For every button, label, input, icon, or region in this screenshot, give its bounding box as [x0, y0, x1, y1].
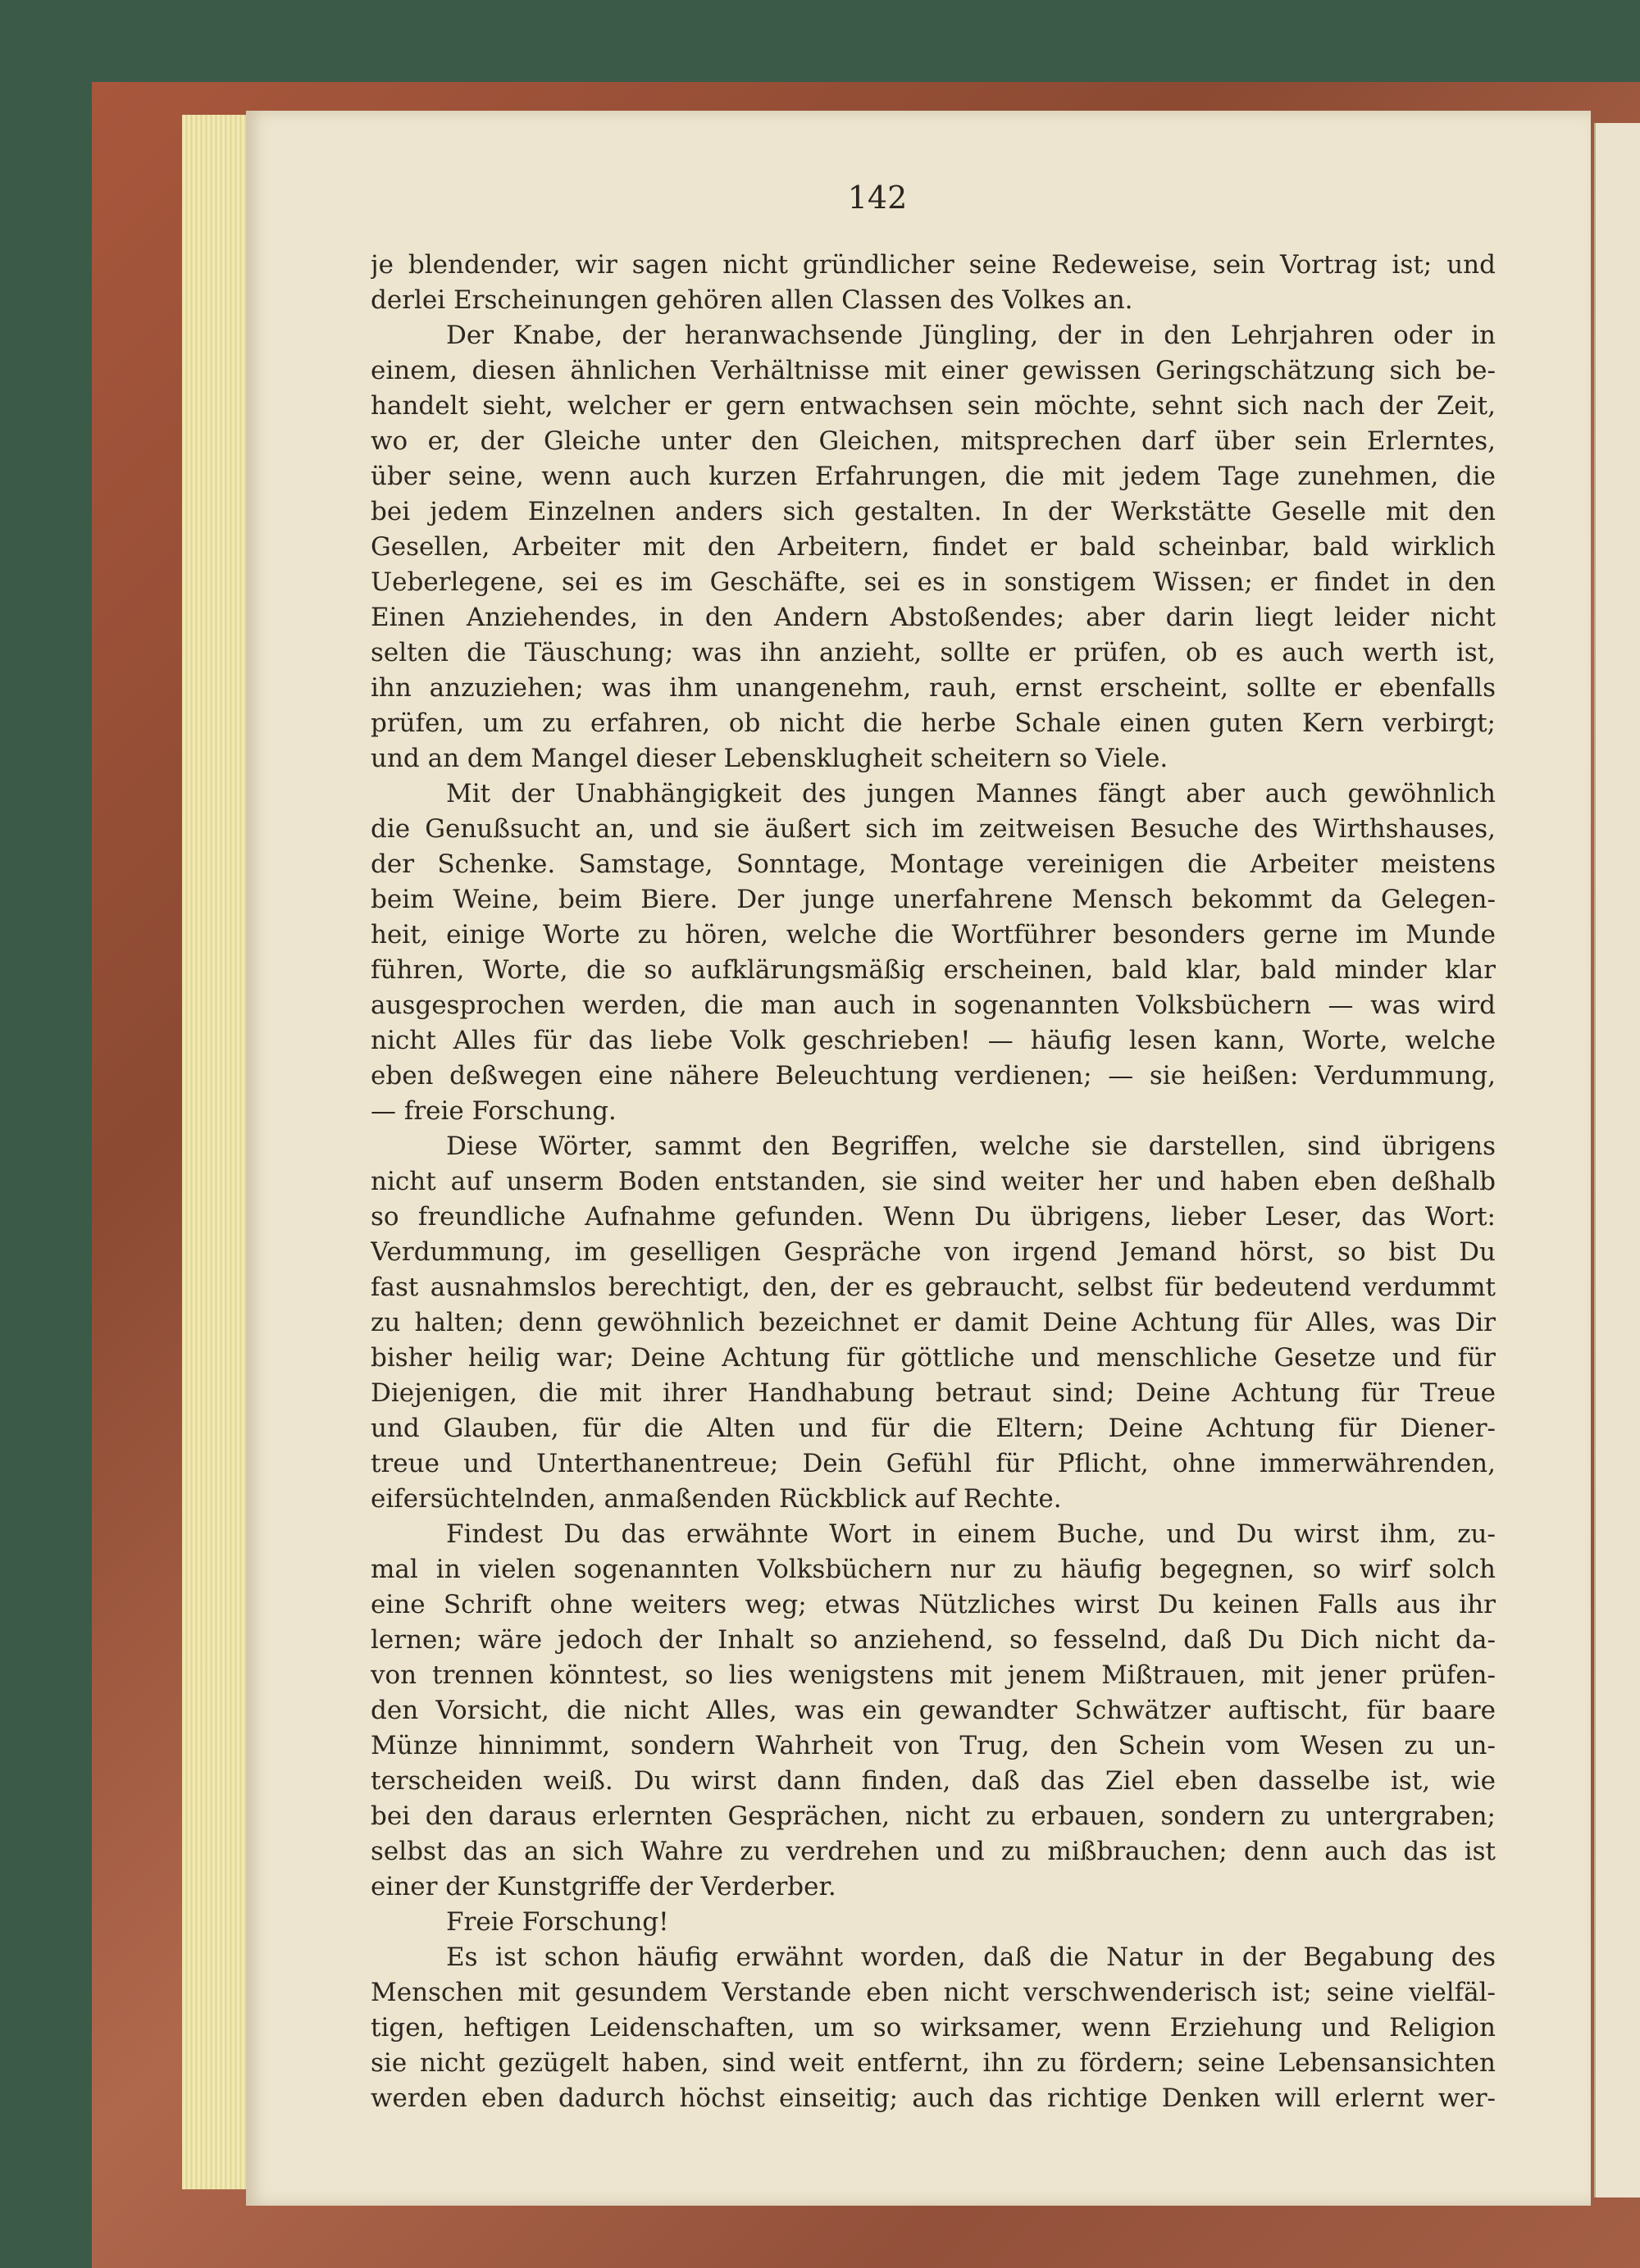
- text-line: Verdummung, im geselligen Gespräche von irgend Jemand hörst, so bist Du: [371, 1237, 1496, 1267]
- text-line: Freie Forschung!: [446, 1907, 669, 1937]
- text-line: Gesellen, Arbeiter mit den Arbeitern, findet er bald scheinbar, bald wirklich: [371, 532, 1496, 562]
- text-line: der Schenke. Samstage, Sonntage, Montage vereinigen die Arbeiter meistens: [371, 849, 1496, 879]
- text-line: zu halten; denn gewöhnlich bezeichnet er damit Deine Achtung für Alles, was Dir: [371, 1308, 1496, 1337]
- text-line: Einen Anziehendes, in den Andern Abstoßendes; aber darin liegt leider nicht: [371, 603, 1496, 632]
- text-line: bisher heilig war; Deine Achtung für göttliche und menschliche Gesetze und für: [371, 1343, 1496, 1373]
- text-line: über seine, wenn auch kurzen Erfahrungen, die mit jedem Tage zunehmen, die: [371, 462, 1496, 491]
- text-line: eben deßwegen eine nähere Beleuchtung verdienen; — sie heißen: Verdummung,: [371, 1061, 1496, 1091]
- text-line: werden eben dadurch höchst einseitig; auch das richtige Denken will erlernt wer-: [371, 2084, 1496, 2113]
- text-line: fast ausnahmslos berechtigt, den, der es gebraucht, selbst für bedeutend verdummt: [371, 1273, 1496, 1302]
- text-line: sie nicht gezügelt haben, sind weit entfernt, ihn zu fördern; seine Lebensansichten: [371, 2048, 1496, 2078]
- text-line: so freundliche Aufnahme gefunden. Wenn Du übrigens, lieber Leser, das Wort:: [371, 1202, 1496, 1232]
- body-text: [371, 248, 1496, 2116]
- text-line: prüfen, um zu erfahren, ob nicht die herbe Schale einen guten Kern verbirgt;: [371, 708, 1496, 738]
- text-line: handelt sieht, welcher er gern entwachsen sein möchte, sehnt sich nach der Zeit,: [371, 391, 1496, 421]
- text-line: Findest Du das erwähnte Wort in einem Buche, und Du wirst ihm, zu-: [446, 1519, 1496, 1549]
- text-line: und an dem Mangel dieser Lebensklugheit scheitern so Viele.: [371, 744, 1168, 773]
- facing-page-edge: [1594, 123, 1640, 2197]
- page-edges: [182, 115, 256, 2189]
- text-line: heit, einige Worte zu hören, welche die Wortführer besonders gerne im Munde: [371, 920, 1496, 950]
- text-line: Menschen mit gesundem Verstande eben nicht verschwenderisch ist; seine vielfäl-: [371, 1978, 1496, 2007]
- text-line: Es ist schon häufig erwähnt worden, daß die Natur in der Begabung des: [446, 1942, 1496, 1972]
- text-line: ihn anzuziehen; was ihm unangenehm, rauh, ernst erscheint, sollte er ebenfalls: [371, 673, 1496, 703]
- text-line: einer der Kunstgriffe der Verderber.: [371, 1872, 836, 1901]
- text-line: lernen; wäre jedoch der Inhalt so anziehend, so fesselnd, daß Du Dich nicht da-: [371, 1625, 1496, 1655]
- text-line: Mit der Unabhängigkeit des jungen Mannes fängt aber auch gewöhnlich: [446, 779, 1496, 808]
- text-line: nicht Alles für das liebe Volk geschrieben! — häufig lesen kann, Worte, welche: [371, 1026, 1496, 1055]
- text-line: Diese Wörter, sammt den Begriffen, welche sie darstellen, sind übrigens: [446, 1132, 1496, 1161]
- text-line: eifersüchtelnden, anmaßenden Rückblick auf Rechte.: [371, 1484, 1062, 1514]
- page-number: 142: [847, 180, 908, 216]
- text-line: selten die Täuschung; was ihn anzieht, sollte er prüfen, ob es auch werth ist,: [371, 638, 1496, 667]
- text-line: treue und Unterthanentreue; Dein Gefühl für Pflicht, ohne immerwährenden,: [371, 1449, 1496, 1478]
- text-line: die Genußsucht an, und sie äußert sich im zeitweisen Besuche des Wirthshauses,: [371, 814, 1496, 844]
- text-line: von trennen könntest, so lies wenigstens mit jenem Mißtrauen, mit jener prüfen-: [371, 1660, 1496, 1690]
- text-line: wo er, der Gleiche unter den Gleichen, mitsprechen darf über sein Erlerntes,: [371, 426, 1496, 456]
- text-line: Ueberlegene, sei es im Geschäfte, sei es in sonstigem Wissen; er findet in den: [371, 567, 1496, 597]
- text-line: eine Schrift ohne weiters weg; etwas Nützliches wirst Du keinen Falls aus ihr: [371, 1590, 1496, 1619]
- text-line: und Glauben, für die Alten und für die Eltern; Deine Achtung für Diener-: [371, 1414, 1496, 1443]
- text-line: terscheiden weiß. Du wirst dann finden, daß das Ziel eben dasselbe ist, wie: [371, 1766, 1496, 1796]
- text-line: derlei Erscheinungen gehören allen Classen des Volkes an.: [371, 285, 1133, 315]
- text-line: führen, Worte, die so aufklärungsmäßig erscheinen, bald klar, bald minder klar: [371, 955, 1496, 985]
- text-line: beim Weine, beim Biere. Der junge unerfahrene Mensch bekommt da Gelegen-: [371, 885, 1496, 914]
- text-line: Der Knabe, der heranwachsende Jüngling, der in den Lehrjahren oder in: [446, 321, 1496, 350]
- text-line: bei den daraus erlernten Gesprächen, nicht zu erbauen, sondern zu untergraben;: [371, 1801, 1496, 1831]
- text-line: mal in vielen sogenannten Volksbüchern nur zu häufig begegnen, so wirf solch: [371, 1555, 1496, 1584]
- text-line: tigen, heftigen Leidenschaften, um so wirksamer, wenn Erziehung und Religion: [371, 2013, 1496, 2043]
- text-line: ausgesprochen werden, die man auch in sogenannten Volksbüchern — was wird: [371, 991, 1496, 1020]
- text-line: selbst das an sich Wahre zu verdrehen und zu mißbrauchen; denn auch das ist: [371, 1837, 1496, 1866]
- text-line: bei jedem Einzelnen anders sich gestalten. In der Werkstätte Geselle mit den: [371, 497, 1496, 526]
- text-line: je blendender, wir sagen nicht gründlicher seine Redeweise, sein Vortrag ist; und: [371, 250, 1496, 280]
- text-line: nicht auf unserm Boden entstanden, sie sind weiter her und haben eben deßhalb: [371, 1167, 1496, 1196]
- text-line: Diejenigen, die mit ihrer Handhabung betraut sind; Deine Achtung für Treue: [371, 1378, 1496, 1408]
- text-line: Münze hinnimmt, sondern Wahrheit von Trug, den Schein vom Wesen zu un-: [371, 1731, 1496, 1760]
- text-line: — freie Forschung.: [371, 1096, 617, 1126]
- text-line: einem, diesen ähnlichen Verhältnisse mit einer gewissen Geringschätzung sich be-: [371, 356, 1496, 385]
- text-line: den Vorsicht, die nicht Alles, was ein gewandter Schwätzer auftischt, für baare: [371, 1696, 1496, 1725]
